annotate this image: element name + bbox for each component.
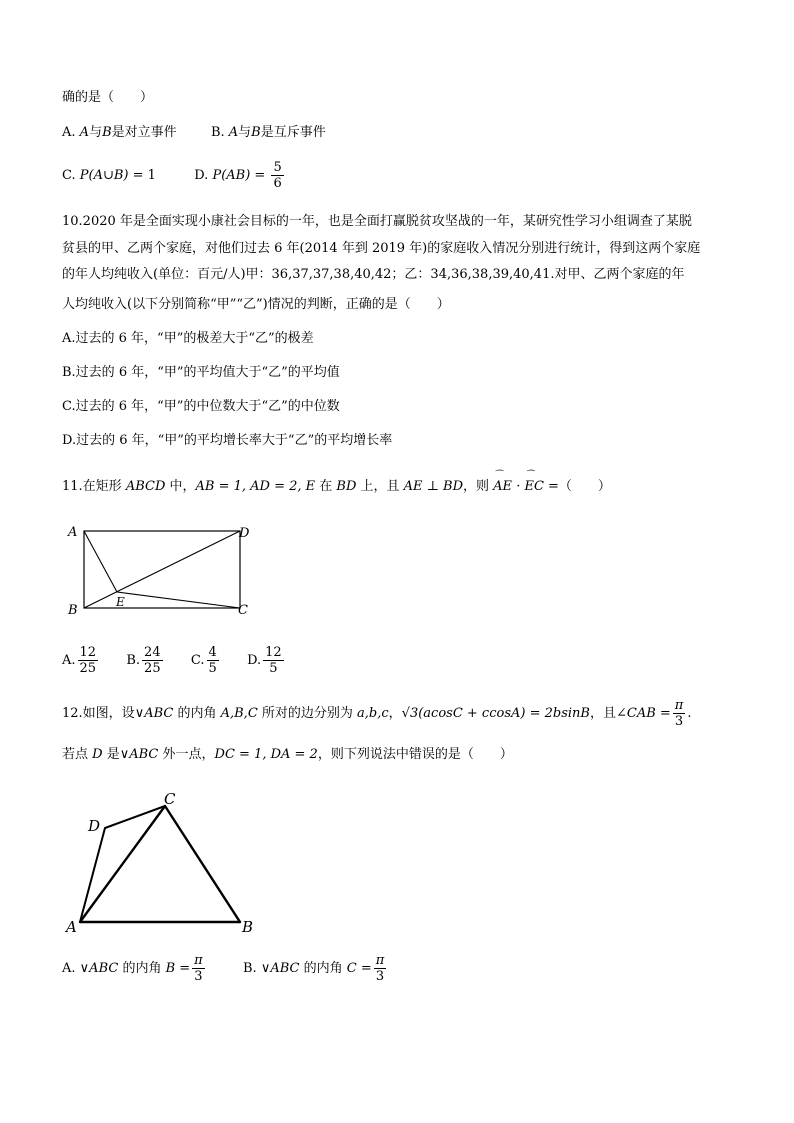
q9-options-cd — [62, 160, 286, 191]
label-d: D — [239, 526, 250, 541]
q10-line-3: 的年人均纯收入(单位：百元/人)甲：36,37,37,38,40,42；乙：34,36,38,39,40,41.对甲、乙两个家庭的年 — [62, 267, 685, 282]
label-c: C — [164, 790, 176, 808]
q9-option-c: C. P(A∪B) = 1 — [62, 168, 156, 183]
q11-option-d: D. $\frac{12}{5}$ — [247, 645, 282, 676]
q12-triangle-figure — [62, 786, 262, 936]
q12-option-b: B. ∨ABC 的内角 C = $\frac{\pi}{3}$ — [243, 953, 385, 984]
q11-rectangle-figure — [62, 520, 262, 620]
q10-option-a: A.过去的 6 年，“甲”的极差大于“乙”的极差 — [62, 331, 314, 346]
label-c: C — [238, 603, 248, 618]
q10-option-c: C.过去的 6 年，“甲”的中位数大于“乙”的中位数 — [62, 399, 340, 414]
q9-options-ab — [62, 124, 326, 142]
fraction: $\frac{5}{6}$ — [273, 160, 282, 191]
q11-option-b: B. $\frac{24}{25}$ — [126, 645, 161, 676]
label-a: A — [68, 525, 78, 540]
label-b: B — [242, 918, 254, 936]
q12-option-a: A. ∨ABC 的内角 B = $\frac{\pi}{3}$ — [62, 953, 203, 984]
q11-stem: 11.在矩形 ABCD 中，AB = 1, AD = 2, E 在 BD 上，且 AE ⊥ BD，则 ⁀ AE · ⁀ EC =（ ） — [62, 478, 611, 496]
q12-options — [62, 952, 388, 986]
q10-option-d: D.过去的 6 年，“甲”的平均增长率大于“乙”的平均增长率 — [62, 433, 393, 448]
q11-option-c: C. $\frac{4}{5}$ — [190, 645, 217, 676]
q9-option-b: B. A与B是互斥事件 — [210, 125, 326, 140]
q12-stem-line-1: 12.如图，设∨ABC 的内角 A,B,C 所对的边分别为 a,b,c，√3(acosC + ccosA) = 2bsinB，且∠CAB = $\frac{\pi}{3}$ . — [62, 698, 692, 729]
q10-option-b: B.过去的 6 年，“甲”的平均值大于“乙”的平均值 — [62, 365, 340, 380]
label-d: D — [88, 817, 101, 835]
q9-option-a: A. A与B是对立事件 — [62, 125, 177, 140]
q10-line-1: 10.2020 年是全面实现小康社会目标的一年，也是全面打赢脱贫攻坚战的一年，某研究性学习小组调查了某脱 — [62, 214, 692, 229]
q11-options — [62, 644, 286, 678]
label-a: A — [66, 918, 77, 936]
q11-option-a: A. $\frac{12}{25}$ — [62, 645, 97, 676]
q10-line-4: 人均纯收入(以下分别简称“甲”“乙”)情况的判断，正确的是（ ） — [62, 297, 450, 312]
q9-option-d: D. P(AB) = $\frac{5}{6}$ — [194, 160, 282, 191]
q12-stem-line-2: 若点 D 是∨ABC 外一点，DC = 1, DA = 2，则下列说法中错误的是（ ） — [62, 747, 513, 762]
label-b: B — [68, 603, 78, 618]
label-e: E — [116, 595, 125, 609]
q9-stem-tail: 确的是（ ） — [62, 90, 154, 105]
q10-line-2: 贫县的甲、乙两个家庭，对他们过去 6 年(2014 年到 2019 年)的家庭收入情况分别进行统计，得到这两个家庭 — [62, 241, 701, 256]
